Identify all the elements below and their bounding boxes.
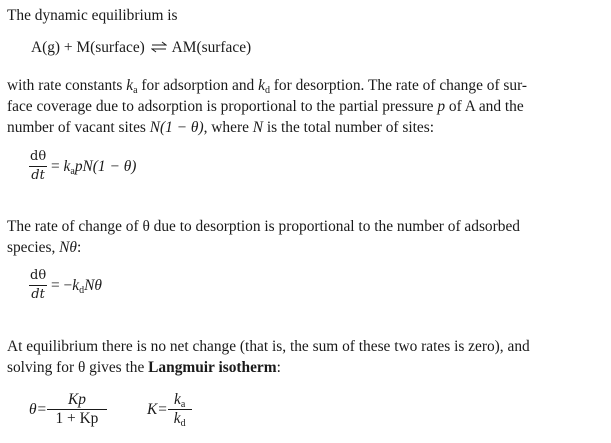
- paragraph-line: number of vacant sites N(1 − θ), where N is the total number of sites:: [7, 119, 434, 136]
- equilibrium-reaction: [31, 37, 251, 58]
- equilibrium-paragraph: [7, 336, 530, 378]
- rate-constants-paragraph: [7, 75, 527, 138]
- equilibrium-constant-equation: K= $\frac{k_a}{k_d}$: [147, 391, 192, 428]
- langmuir-isotherm-equation: θ= $\frac{Kp}{1 + Kp}$: [29, 391, 107, 428]
- equation-rhs: = $-k_dN\theta$: [51, 277, 102, 296]
- paragraph-line: The rate of change of θ due to desorption is proportional to the number of adsorbed: [7, 218, 520, 235]
- k-ratio-fraction: $\frac{k_a}{k_d}$: [168, 391, 192, 428]
- adsorption-rate-equation: [29, 148, 136, 185]
- langmuir-isotherm-term: Langmuir isotherm: [148, 359, 277, 376]
- paragraph-line: with rate constants $k_a$ for adsorption and $k_d$ for desorption. The rate of change of sur-: [7, 77, 528, 96]
- equilibrium-arrow-icon: [151, 41, 167, 53]
- desorption-paragraph: [7, 216, 520, 258]
- reaction-product: AM(surface): [171, 39, 252, 56]
- paragraph-line: At equilibrium there is no net change (that is, the sum of these two rates is zero), and: [7, 338, 530, 355]
- paragraph-line: face coverage due to adsorption is proportional to the partial pressure p of A and the: [7, 98, 524, 115]
- derivative-fraction: $\frac{d\theta}{dt}$: [30, 268, 47, 302]
- derivative-fraction: $\frac{d\theta}{dt}$: [30, 149, 47, 183]
- paragraph-line: solving for θ gives the Langmuir isotherm:: [7, 359, 281, 376]
- intro-text: The dynamic equilibrium is: [7, 7, 178, 24]
- equation-rhs: = $k_apN(1 - \theta)$: [51, 158, 137, 177]
- desorption-rate-equation: [29, 267, 102, 304]
- reaction-reactants: A(g) + M(surface): [31, 39, 145, 56]
- isotherm-fraction: $\frac{Kp}{1 + Kp}$: [47, 391, 107, 428]
- paragraph-line: species, Nθ:: [7, 239, 82, 256]
